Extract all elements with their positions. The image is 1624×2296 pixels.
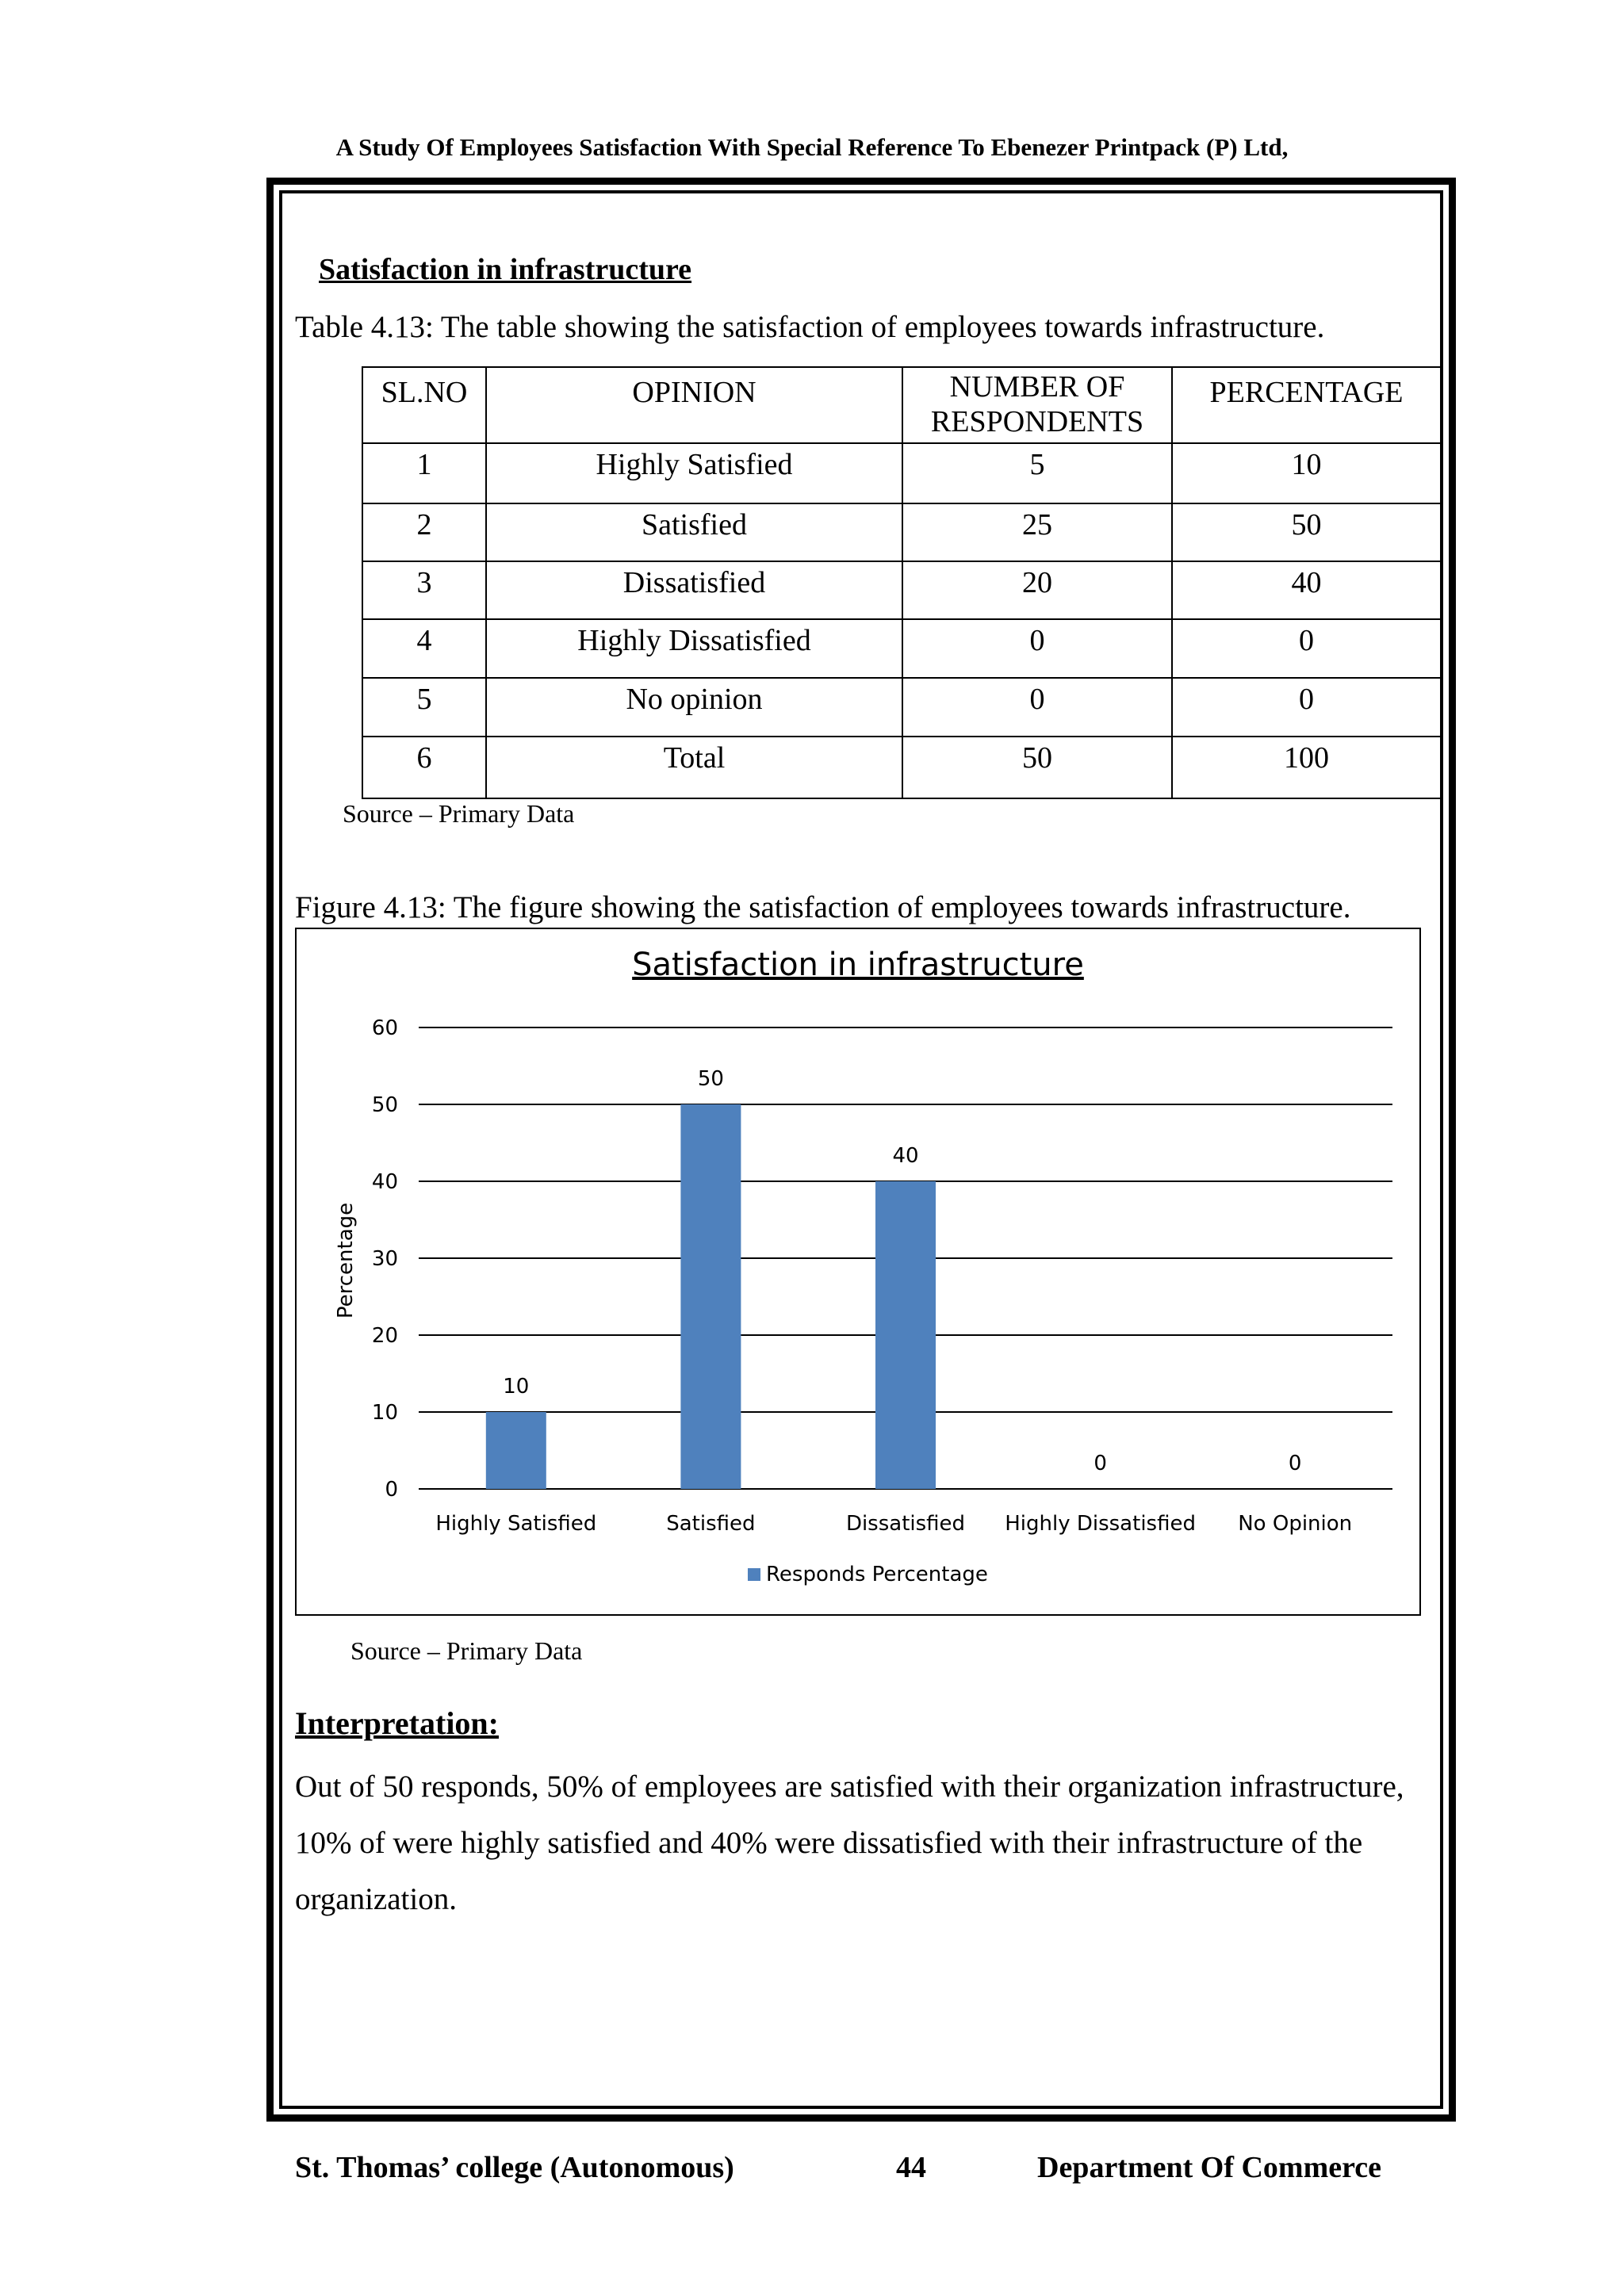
footer-college: St. Thomas’ college (Autonomous) <box>295 2151 734 2184</box>
bar-chart <box>297 929 1419 1614</box>
y-tick-label: 50 <box>371 1093 398 1117</box>
cell-respondents: 0 <box>902 678 1172 737</box>
table-header-respondents: NUMBER OF RESPONDENTS <box>902 367 1172 443</box>
table-caption: Table 4.13: The table showing the satisfaction of employees towards infrastructure. <box>295 310 1325 344</box>
bar <box>875 1181 936 1489</box>
chart-title: Satisfaction in infrastructure <box>632 947 1084 983</box>
y-tick-label: 60 <box>371 1016 398 1040</box>
figure-caption: Figure 4.13: The figure showing the satisfaction of employees towards infrastructure. <box>295 890 1351 924</box>
cell-opinion: No opinion <box>486 678 902 737</box>
table-row <box>362 619 1441 678</box>
legend-swatch <box>748 1568 760 1581</box>
cell-percentage: 10 <box>1172 443 1441 503</box>
data-label: 40 <box>892 1144 919 1168</box>
cell-percentage: 0 <box>1172 678 1441 737</box>
cell-slno: 4 <box>362 619 486 678</box>
table-row <box>362 443 1441 503</box>
y-tick-label: 20 <box>371 1324 398 1348</box>
footer-page-number: 44 <box>896 2151 926 2184</box>
cell-slno: 5 <box>362 678 486 737</box>
cell-opinion: Highly Satisfied <box>486 443 902 503</box>
cell-slno: 3 <box>362 561 486 619</box>
y-tick-label: 40 <box>371 1170 398 1194</box>
cell-percentage: 0 <box>1172 619 1441 678</box>
cell-percentage: 50 <box>1172 503 1441 561</box>
cell-respondents: 5 <box>902 443 1172 503</box>
y-tick-label: 30 <box>371 1247 398 1271</box>
cell-opinion: Dissatisfied <box>486 561 902 619</box>
interpretation-title: Interpretation: <box>295 1705 499 1741</box>
cell-slno: 2 <box>362 503 486 561</box>
table-header-slno: SL.NO <box>362 367 486 443</box>
cell-respondents: 0 <box>902 619 1172 678</box>
page-header: A Study Of Employees Satisfaction With Special Reference To Ebenezer Printpack (P) Ltd, <box>335 133 1289 161</box>
figure-source: Source – Primary Data <box>350 1636 583 1665</box>
x-tick-label: Highly Satisfied <box>435 1512 597 1536</box>
bar <box>680 1104 741 1489</box>
cell-slno: 1 <box>362 443 486 503</box>
data-label: 0 <box>1288 1452 1302 1475</box>
cell-percentage: 100 <box>1172 737 1441 798</box>
table-source: Source – Primary Data <box>343 799 575 828</box>
y-tick-label: 10 <box>371 1401 398 1425</box>
cell-respondents: 50 <box>902 737 1172 798</box>
x-tick-label: Dissatisfied <box>845 1512 966 1536</box>
footer-department: Department Of Commerce <box>1037 2151 1382 2184</box>
chart-frame <box>295 928 1421 1616</box>
bar <box>486 1412 546 1489</box>
legend-label: Responds Percentage <box>766 1563 988 1586</box>
cell-respondents: 25 <box>902 503 1172 561</box>
data-label: 50 <box>697 1067 724 1091</box>
x-tick-label: Highly Dissatisfied <box>1005 1512 1196 1536</box>
table-row <box>362 561 1441 619</box>
interpretation-text: Out of 50 responds, 50% of employees are satisfied with their organization infrastructure, 10% of were highly satisfied and 40% were dissatisfied with their infrastructure of the organization. <box>295 1770 1404 1916</box>
y-axis-label: Percentage <box>334 1202 358 1319</box>
table-row <box>362 737 1441 798</box>
table-row <box>362 503 1441 561</box>
x-tick-label: Satisfied <box>666 1512 756 1536</box>
y-tick-label: 0 <box>385 1478 398 1502</box>
cell-opinion: Satisfied <box>486 503 902 561</box>
table-row <box>362 678 1441 737</box>
cell-opinion: Highly Dissatisfied <box>486 619 902 678</box>
cell-percentage: 40 <box>1172 561 1441 619</box>
cell-respondents: 20 <box>902 561 1172 619</box>
satisfaction-table <box>362 366 1442 799</box>
data-label: 10 <box>503 1375 530 1399</box>
table-header-opinion: OPINION <box>486 367 902 443</box>
data-label: 0 <box>1094 1452 1107 1475</box>
section-title: Satisfaction in infrastructure <box>319 253 692 286</box>
cell-opinion: Total <box>486 737 902 798</box>
cell-slno: 6 <box>362 737 486 798</box>
x-tick-label: No Opinion <box>1238 1512 1353 1536</box>
table-header-percentage: PERCENTAGE <box>1172 367 1441 443</box>
